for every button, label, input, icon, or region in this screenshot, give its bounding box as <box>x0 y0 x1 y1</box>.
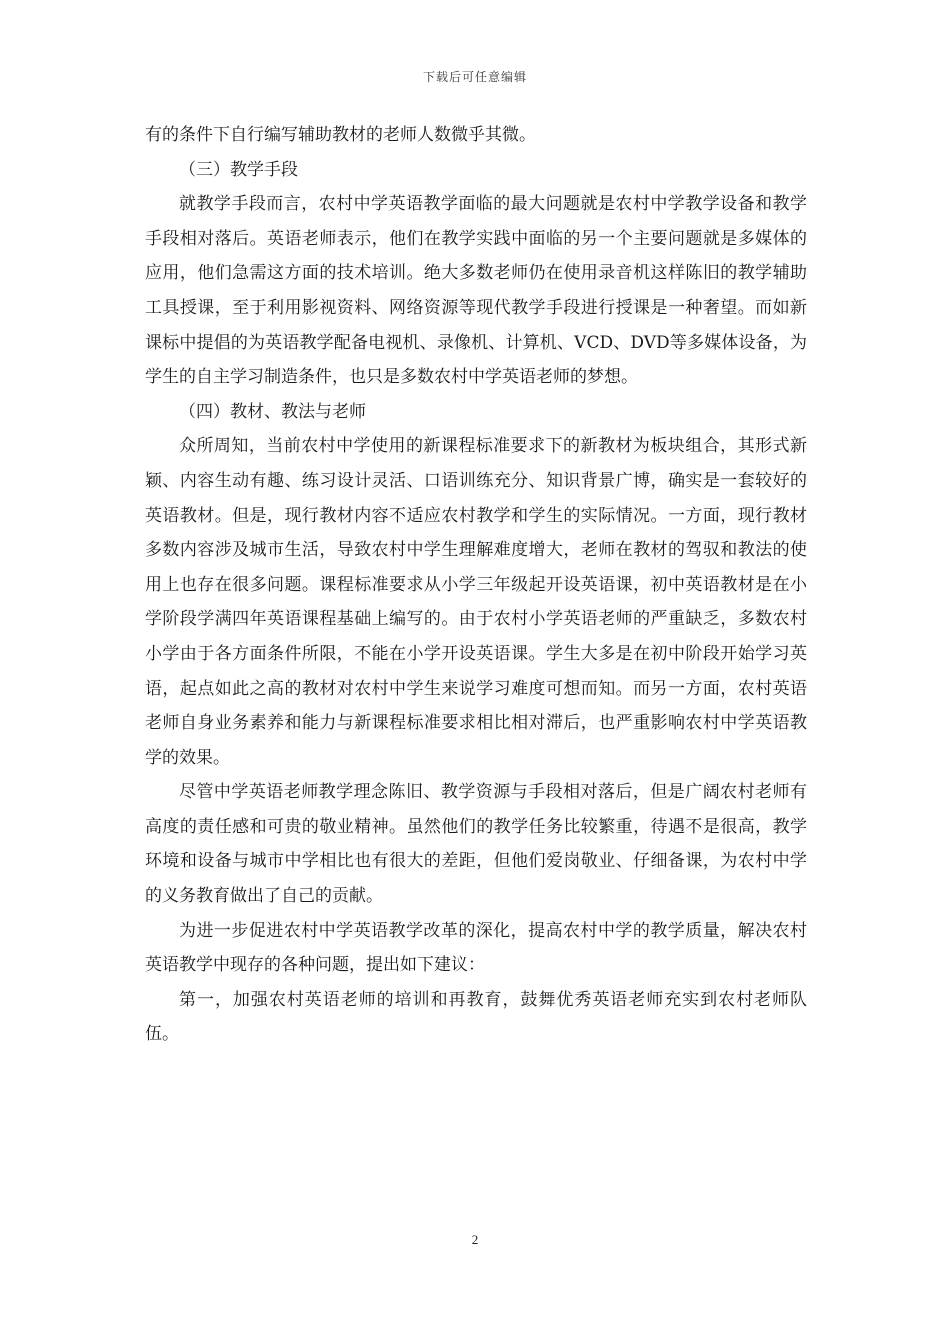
section-heading-materials-methods-teachers: （四）教材、教法与老师 <box>179 401 366 422</box>
document-body <box>145 118 807 1052</box>
paragraph-teaching-means: 就教学手段而言，农村中学英语教学面临的最大问题就是农村中学教学设备和教学手段相对落后。英语老师表示，他们在教学实践中面临的另一个主要问题就是多媒体的应用，他们急需这方面的技术培训。绝大多数老师仍在使用录音机这样陈旧的教学辅助工具授课，至于利用影视资料、网络资源等现代教学手段进行授课是一种奢望。而如新课标中提倡的为英语教学配备电视机、录像机、计算机、VCD、DVD等多媒体设备，为学生的自主学习制造条件，也只是多数农村中学英语老师的梦想。 <box>145 194 807 388</box>
paragraph-teacher-dedication: 尽管中学英语老师教学理念陈旧、教学资源与手段相对落后，但是广阔农村老师有高度的责任感和可贵的敬业精神。虽然他们的教学任务比较繁重，待遇不是很高，教学环境和设备与城市中学相比也有很大的差距，但他们爱岗敬业、仔细备课，为农村中学的义务教育做出了自己的贡献。 <box>145 782 807 907</box>
page-header: 下载后可任意编辑 <box>422 70 527 84</box>
paragraph-continuation: 有的条件下自行编写辅助教材的老师人数微乎其微。 <box>145 125 536 145</box>
page-number: 2 <box>471 1232 479 1247</box>
section-heading-teaching-means: （三）教学手段 <box>179 159 298 180</box>
paragraph-suggestion-first: 第一，加强农村英语老师的培训和再教育，鼓舞优秀英语老师充实到农村老师队伍。 <box>145 989 807 1045</box>
paragraph-materials: 众所周知，当前农村中学使用的新课程标准要求下的新教材为板块组合，其形式新颖、内容生动有趣、练习设计灵活、口语训练充分、知识背景广博，确实是一套较好的英语教材。但是，现行教材内容不适应农村教学和学生的实际情况。一方面，现行教材多数内容涉及城市生活，导致农村中学生理解难度增大，老师在教材的驾驭和教法的使用上也存在很多问题。课程标准要求从小学三年级起开设英语课，初中英语教材是在小学阶段学满四年英语课程基础上编写的。由于农村小学英语老师的严重缺乏，多数农村小学由于各方面条件所限，不能在小学开设英语课。学生大多是在初中阶段开始学习英语，起点如此之高的教材对农村中学生来说学习难度可想而知。而另一方面，农村英语老师自身业务素养和能力与新课程标准要求相比相对滞后，也严重影响农村中学英语教学的效果。 <box>145 436 807 768</box>
paragraph-suggestions-intro: 为进一步促进农村中学英语教学改革的深化，提高农村中学的教学质量，解决农村英语教学中现存的各种问题，提出如下建议： <box>145 920 807 976</box>
